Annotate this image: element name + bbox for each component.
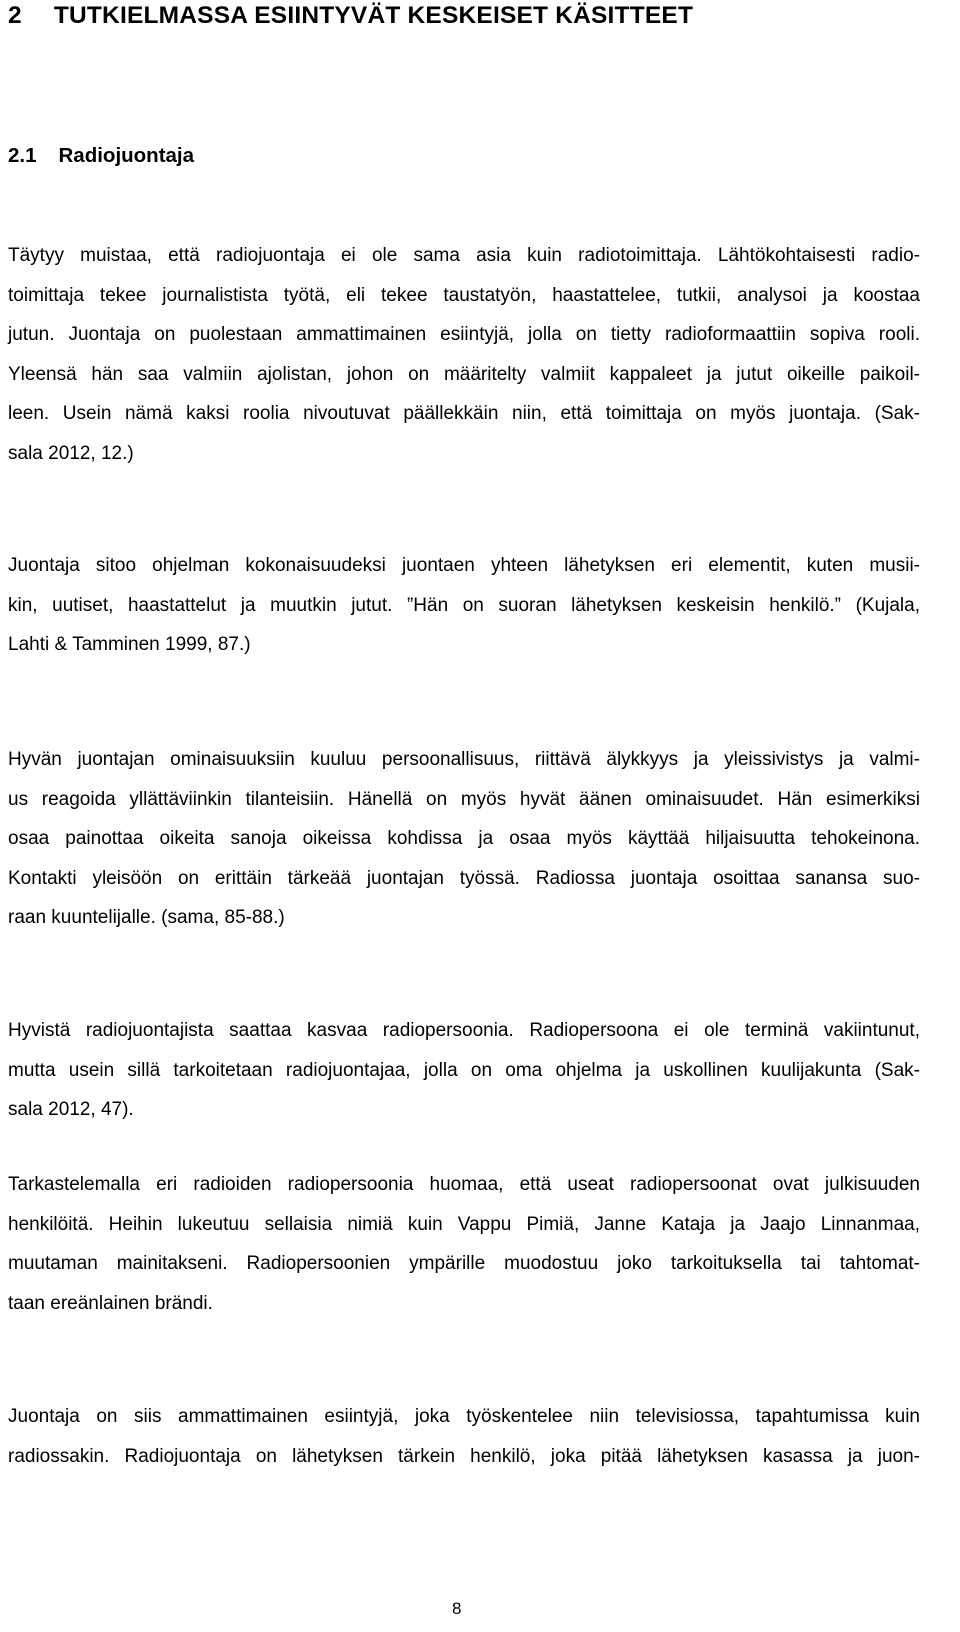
chapter-heading [8, 2, 693, 30]
section-number: 2.1 [8, 144, 37, 167]
text-line: toimittaja tekee journalistista työtä, eli tekee taustatyön, haastattelee, tutkii, analysoi ja koostaa [8, 284, 920, 306]
paragraph [8, 236, 920, 473]
paragraph [8, 1165, 920, 1323]
paragraph [8, 1397, 920, 1476]
text-line: raan kuuntelijalle. (sama, 85-88.) [8, 907, 285, 928]
text-line: Hyvistä radiojuontajista saattaa kasvaa radiopersoonia. Radiopersoona ei ole terminä vakiintunut, [8, 1020, 920, 1041]
text-line: Täytyy muistaa, että radiojuontaja ei ole sama asia kuin radiotoimittaja. Lähtökohtaisesti radio- [8, 245, 920, 266]
section-title: Radiojuontaja [58, 144, 195, 167]
paragraph [8, 740, 920, 938]
text-line: leen. Usein nämä kaksi roolia nivoutuvat päällekkäin niin, että toimittaja on myös juontaja. (Sak- [8, 403, 920, 424]
text-line: Hyvän juontajan ominaisuuksiin kuuluu persoonallisuus, riittävä älykkyys ja yleissivistys ja valmi- [8, 749, 920, 770]
text-line: jutun. Juontaja on puolestaan ammattimainen esiintyjä, jolla on tietty radioformaattiin sopiva rooli. [8, 324, 920, 345]
text-line: us reagoida yllättäviinkin tilanteisiin. Hänellä on myös hyvät äänen ominaisuudet. Hän esimerkiksi [8, 788, 920, 810]
text-line: Juontaja on siis ammattimainen esiintyjä, joka työskentelee niin televisiossa, tapahtumissa kuin [8, 1406, 920, 1427]
text-line: muutaman mainitakseni. Radiopersoonien ympärille muodostuu joko tarkoituksella tai tahtomat- [8, 1253, 920, 1274]
text-line: Yleensä hän saa valmiin ajolistan, johon on määritelty valmiit kappaleet ja jutut oikeille paikoil- [8, 363, 920, 385]
text-line: Kontakti yleisöön on erittäin tärkeää juontajan työssä. Radiossa juontaja osoittaa sanansa suo- [8, 867, 920, 889]
paragraph [8, 546, 920, 665]
text-line: taan ereänlainen brändi. [8, 1292, 213, 1314]
chapter-title: TUTKIELMASSA ESIINTYVÄT KESKEISET KÄSITTEET [53, 2, 694, 29]
paragraph [8, 1011, 920, 1130]
page-number: 8 [452, 1599, 462, 1618]
text-line: Tarkastelemalla eri radioiden radiopersoonia huomaa, että useat radiopersoonat ovat julkisuuden [8, 1174, 920, 1195]
text-line: mutta usein sillä tarkoitetaan radiojuontajaa, jolla on oma ohjelma ja uskollinen kuulijakunta (Sak- [8, 1059, 920, 1081]
text-line: sala 2012, 47). [8, 1099, 134, 1120]
text-line: henkilöitä. Heihin lukeutuu sellaisia nimiä kuin Vappu Pimiä, Janne Kataja ja Jaajo Linnanmaa, [8, 1213, 920, 1235]
text-line: kin, uutiset, haastattelut ja muutkin jutut. ”Hän on suoran lähetyksen keskeisin henkilö.” (Kujala, [8, 594, 920, 616]
text-line: osaa painottaa oikeita sanoja oikeissa kohdissa ja osaa myös käyttää hiljaisuutta tehokeinona. [8, 828, 920, 849]
text-line: radiossakin. Radiojuontaja on lähetyksen tärkein henkilö, joka pitää lähetyksen kasassa ja juon- [8, 1445, 920, 1467]
text-line: Juontaja sitoo ohjelman kokonaisuudeksi juontaen yhteen lähetyksen eri elementit, kuten musii- [8, 555, 920, 576]
text-line: Lahti & Tamminen 1999, 87.) [8, 634, 251, 655]
text-line: sala 2012, 12.) [8, 442, 134, 464]
chapter-number: 2 [8, 2, 22, 29]
section-heading [8, 144, 194, 168]
